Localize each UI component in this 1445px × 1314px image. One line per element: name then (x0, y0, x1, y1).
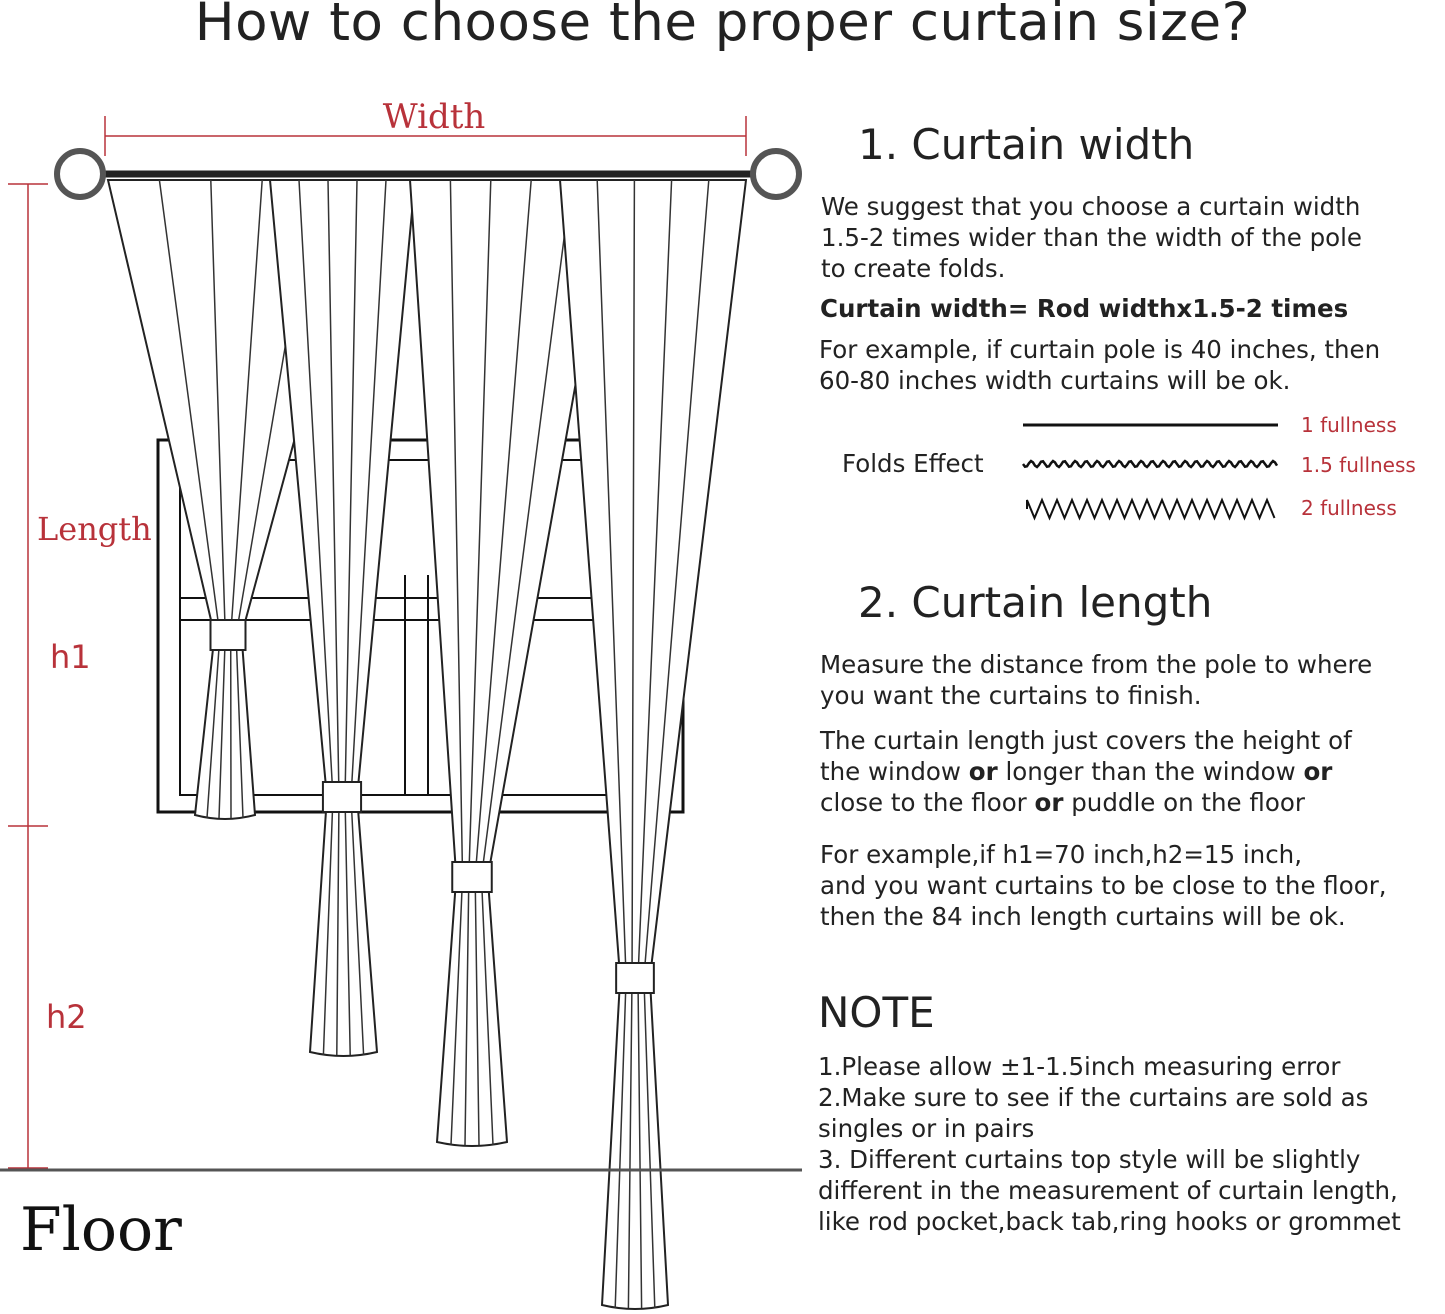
tieback (323, 782, 361, 812)
floor-label: Floor (20, 1195, 182, 1265)
tieback (452, 862, 492, 892)
fold-label-2: 2 fullness (1301, 496, 1397, 520)
curtain-length-example (820, 839, 1387, 932)
rod-ring-right (753, 151, 799, 197)
note-line: like rod pocket,back tab,ring hooks or grommet (818, 1207, 1401, 1236)
text-line: For example, if curtain pole is 40 inches, then (819, 335, 1381, 364)
tieback (616, 963, 654, 993)
text-line: and you want curtains to be close to the floor, (820, 871, 1387, 900)
text-line: then the 84 inch length curtains will be ok. (820, 902, 1346, 931)
text-line: 60-80 inches width curtains will be ok. (819, 366, 1291, 395)
curtain-length-heading: 2. Curtain length (858, 578, 1213, 627)
text-line: 1.5-2 times wider than the width of the pole (821, 223, 1363, 252)
text: close to the floor (820, 788, 1035, 817)
h1-label: h1 (50, 638, 91, 676)
h2-label: h2 (46, 998, 87, 1036)
text-line: We suggest that you choose a curtain width (821, 192, 1361, 221)
emphasis: or (968, 757, 998, 786)
fold-line-2 (1027, 500, 1275, 518)
note-list (818, 1051, 1401, 1237)
tieback (211, 620, 246, 650)
text-line (820, 787, 1352, 818)
curtain-length-options (820, 725, 1352, 818)
fold-label-1-5: 1.5 fullness (1301, 453, 1416, 477)
text-line: For example,if h1=70 inch,h2=15 inch, (820, 840, 1302, 869)
length-measure-line (8, 184, 48, 1168)
text-line: The curtain length just covers the height of (820, 726, 1352, 755)
note-line: 1.Please allow ±1-1.5inch measuring error (818, 1052, 1341, 1081)
text-line: Measure the distance from the pole to where (820, 650, 1373, 679)
width-formula: Curtain width= Rod widthx1.5-2 times (820, 294, 1349, 323)
note-line: different in the measurement of curtain length, (818, 1176, 1398, 1205)
emphasis: or (1303, 757, 1333, 786)
text-line (820, 756, 1352, 787)
curtain-panel (270, 180, 415, 1056)
width-example (819, 334, 1380, 396)
note-line: 3. Different curtains top style will be slightly (818, 1145, 1361, 1174)
text-line: to create folds. (821, 254, 1006, 283)
note-line: 2.Make sure to see if the curtains are sold as (818, 1083, 1369, 1112)
note-heading: NOTE (818, 988, 935, 1037)
text-line: you want the curtains to finish. (820, 681, 1202, 710)
text: the window (820, 757, 969, 786)
curtain-width-heading: 1. Curtain width (858, 120, 1195, 169)
note-line: singles or in pairs (818, 1114, 1035, 1143)
emphasis: or (1034, 788, 1064, 817)
text: puddle on the floor (1063, 788, 1305, 817)
length-label: Length (37, 510, 152, 548)
curtain-length-description (820, 649, 1372, 711)
rod-ring-left (57, 151, 103, 197)
curtain-width-description (821, 191, 1362, 284)
width-label: Width (382, 97, 486, 137)
folds-effect-lines (1015, 412, 1290, 522)
fold-line-1-5 (1023, 461, 1277, 467)
page-title: How to choose the proper curtain size? (194, 0, 1251, 53)
text: longer than the window (997, 757, 1304, 786)
curtain-panel (560, 180, 746, 1309)
fold-label-1: 1 fullness (1301, 413, 1397, 437)
folds-effect-label: Folds Effect (842, 449, 984, 478)
